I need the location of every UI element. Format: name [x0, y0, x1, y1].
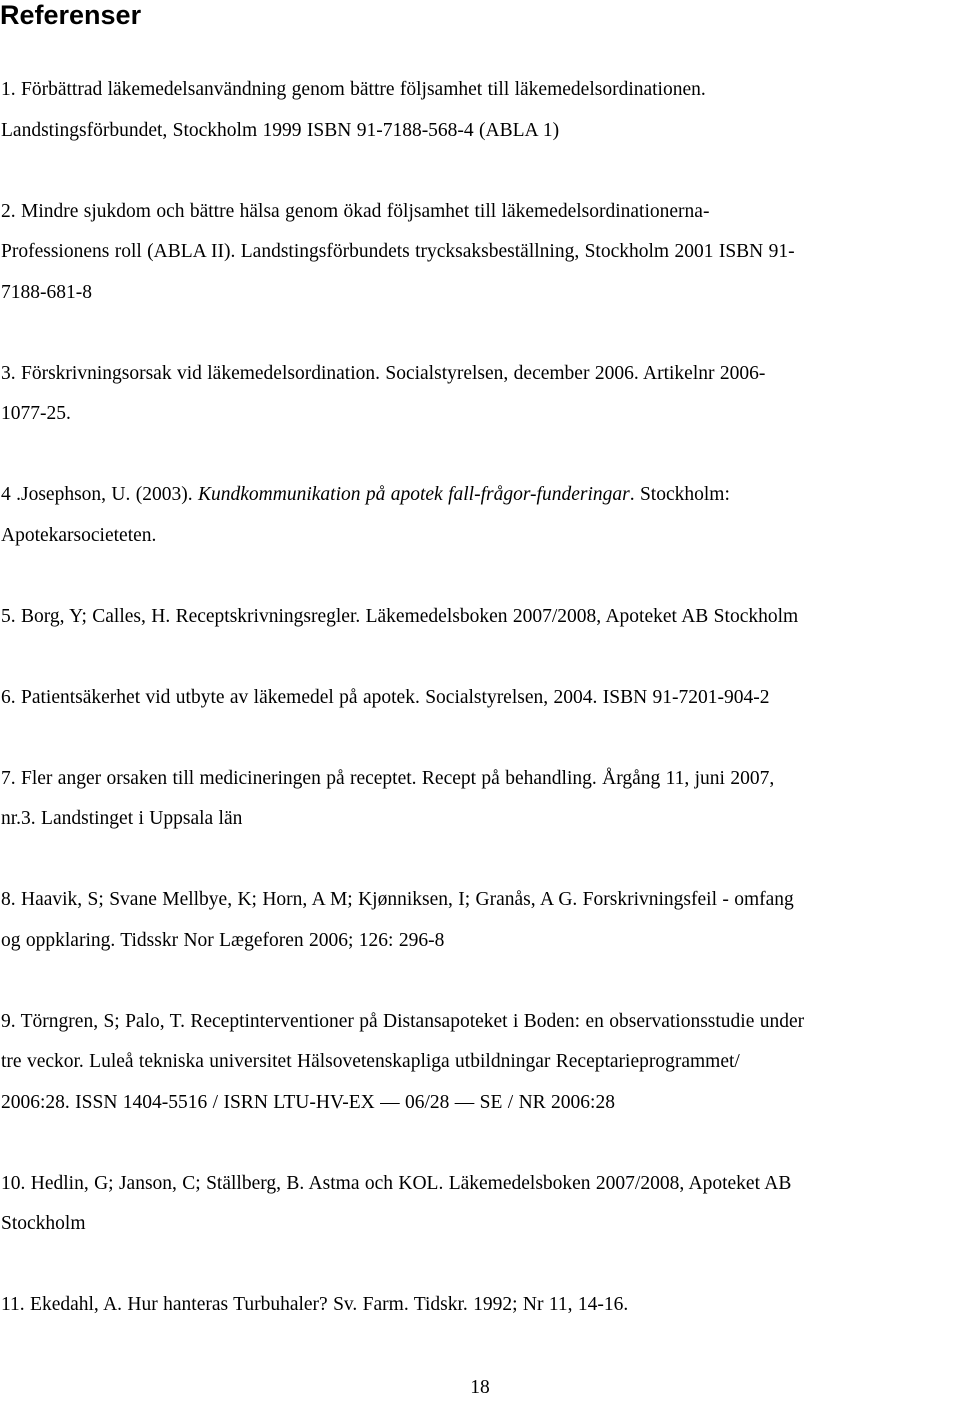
reference-line — [1, 678, 960, 719]
reference-item — [0, 70, 960, 151]
reference-line — [1, 799, 960, 840]
reference-line — [1, 921, 960, 962]
reference-line — [1, 111, 960, 152]
reference-text: Professionens roll (ABLA II). Landstingsförbundets trycksaksbeställning, Stockholm 2001 ISBN 91- — [1, 241, 795, 262]
reference-text: 2. Mindre sjukdom och bättre hälsa genom ökad följsamhet till läkemedelsordinationerna- — [1, 200, 710, 222]
reference-text: 8. Haavik, S; Svane Mellbye, K; Horn, A M; Kjønniksen, I; Granås, A G. Forskrivningsfeil - omfang — [1, 889, 794, 910]
reference-list — [0, 70, 960, 1326]
reference-text: og oppklaring. Tidsskr Nor Lægeforen 2006; 126: 296-8 — [1, 929, 445, 951]
reference-line — [1, 394, 960, 435]
reference-text: Landstingsförbundet, Stockholm 1999 ISBN 91-7188-568-4 (ABLA 1) — [1, 119, 560, 141]
reference-text: 4 .Josephson, U. (2003). — [1, 484, 198, 505]
reference-item — [0, 1285, 960, 1326]
reference-text: 10. Hedlin, G; Janson, C; Ställberg, B. Astma och KOL. Läkemedelsboken 2007/2008, Apoteket AB — [1, 1172, 792, 1194]
reference-item — [0, 1002, 960, 1124]
reference-line — [1, 192, 960, 233]
reference-line — [1, 1002, 960, 1043]
reference-line — [1, 759, 960, 800]
reference-text: 2006:28. ISSN 1404-5516 / ISRN LTU-HV-EX — 06/28 — SE / NR 2006:28 — [1, 1091, 615, 1113]
reference-title-italic: Kundkommunikation på apotek fall-frågor-funderingar — [198, 484, 630, 505]
reference-line — [1, 597, 960, 638]
reference-line — [1, 1164, 960, 1205]
reference-text: 1077-25. — [1, 403, 71, 424]
reference-line — [1, 1042, 960, 1083]
reference-line — [1, 880, 960, 921]
reference-text: Apotekarsocieteten. — [1, 524, 157, 546]
reference-text: nr.3. Landstinget i Uppsala län — [1, 808, 243, 829]
reference-text: tre veckor. Luleå tekniska universitet Hälsovetenskapliga utbildningar Receptarieprogrammet/ — [1, 1051, 740, 1072]
reference-item — [0, 678, 960, 719]
reference-item — [0, 354, 960, 435]
reference-text: 11. Ekedahl, A. Hur hanteras Turbuhaler? Sv. Farm. Tidskr. 1992; Nr 11, 14-16. — [1, 1294, 629, 1315]
reference-item — [0, 192, 960, 314]
reference-text: 3. Förskrivningsorsak vid läkemedelsordination. Socialstyrelsen, december 2006. Artikelnr 2006- — [1, 362, 766, 384]
reference-line — [1, 1285, 960, 1326]
reference-text: 6. Patientsäkerhet vid utbyte av läkemedel på apotek. Socialstyrelsen, 2004. ISBN 91-7201-904-2 — [1, 686, 770, 708]
reference-line — [1, 475, 960, 516]
reference-item — [0, 475, 960, 556]
reference-text: 7. Fler anger orsaken till medicineringen på receptet. Recept på behandling. Årgång 11, juni 2007, — [1, 767, 775, 789]
reference-text: 1. Förbättrad läkemedelsanvändning genom bättre följsamhet till läkemedelsordinationen. — [1, 79, 706, 100]
reference-text: Stockholm — [1, 1213, 86, 1234]
reference-text: 7188-681-8 — [1, 281, 92, 303]
reference-item — [0, 880, 960, 961]
reference-text: . Stockholm: — [629, 484, 730, 505]
reference-item — [0, 759, 960, 840]
reference-text: 5. Borg, Y; Calles, H. Receptskrivningsregler. Läkemedelsboken 2007/2008, Apoteket AB Stockholm — [1, 605, 799, 627]
page-number: 18 — [470, 1377, 490, 1398]
reference-item — [0, 597, 960, 638]
reference-line — [1, 1083, 960, 1124]
reference-item — [0, 1164, 960, 1245]
reference-text: 9. Törngren, S; Palo, T. Receptinterventioner på Distansapoteket i Boden: en observationsstudie under — [1, 1010, 805, 1032]
reference-line — [1, 1204, 960, 1245]
reference-line — [1, 273, 960, 314]
page-heading: Referenser — [0, 0, 142, 30]
reference-line — [1, 516, 960, 557]
reference-line — [1, 354, 960, 395]
reference-line — [1, 70, 960, 111]
reference-line — [1, 232, 960, 273]
